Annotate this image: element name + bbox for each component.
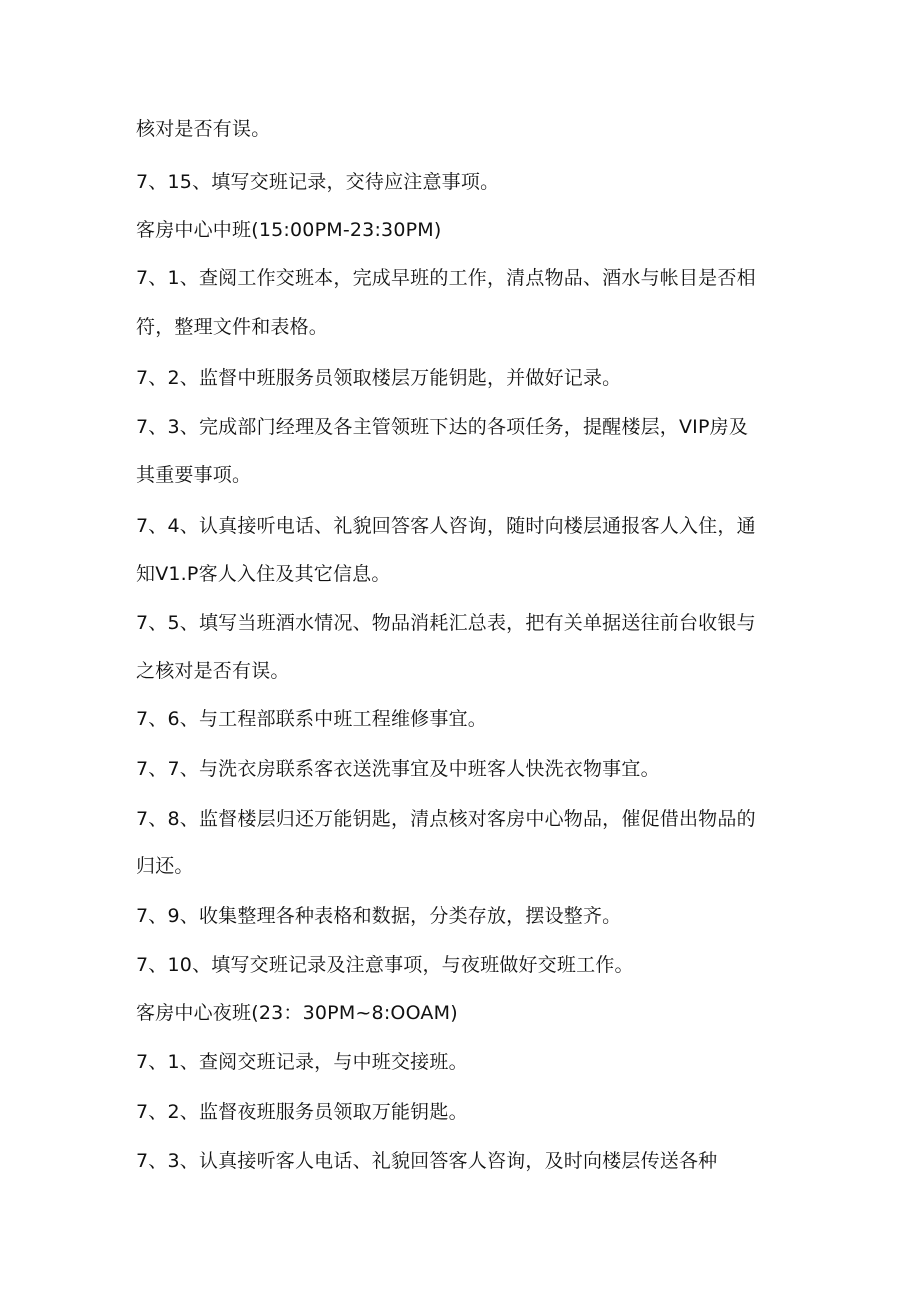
text-line: 7、3、认真接听客人电话、礼貌回答客人咨询，及时向楼层传送各种: [136, 1150, 718, 1172]
text-line: 7、9、收集整理各种表格和数据，分类存放，摆设整齐。: [136, 905, 622, 927]
text-line: 核对是否有误。: [136, 118, 271, 140]
text-line: 之核对是否有误。: [136, 660, 290, 682]
text-line: 7、2、监督夜班服务员领取万能钥匙。: [136, 1101, 468, 1123]
text-line: 7、1、查阅工作交班本，完成早班的工作，清点物品、酒水与帐目是否相: [136, 267, 756, 289]
text-line: 7、3、完成部门经理及各主管领班下达的各项任务，提醒楼层，VIP房及: [136, 416, 749, 438]
text-line: 归还。: [136, 855, 194, 877]
text-line: 知V1.P客人入住及其它信息。: [136, 563, 391, 585]
section-heading-mid-shift: 客房中心中班(15:00PM-23:30PM): [136, 219, 442, 241]
text-line: 其重要事项。: [136, 464, 252, 486]
text-line: 7、7、与洗衣房联系客衣送洗事宜及中班客人快洗衣物事宜。: [136, 758, 660, 780]
text-line: 符，整理文件和表格。: [136, 316, 329, 338]
text-line: 7、6、与工程部联系中班工程维修事宜。: [136, 708, 487, 730]
text-line: 7、8、监督楼层归还万能钥匙，清点核对客房中心物品，催促借出物品的: [136, 808, 756, 830]
text-line: 7、5、填写当班酒水情况、物品消耗汇总表，把有关单据送往前台收银与: [136, 612, 756, 634]
text-line: 7、2、监督中班服务员领取楼层万能钥匙，并做好记录。: [136, 367, 622, 389]
text-line: 7、1、查阅交班记录，与中班交接班。: [136, 1051, 468, 1073]
text-line: 7、4、认真接听电话、礼貌回答客人咨询，随时向楼层通报客人入住，通: [136, 515, 756, 537]
text-line: 7、15、填写交班记录，交待应注意事项。: [136, 171, 500, 193]
text-line: 7、10、填写交班记录及注意事项，与夜班做好交班工作。: [136, 954, 634, 976]
section-heading-night-shift: 客房中心夜班(23：30PM~8:OOAM): [136, 1002, 458, 1024]
